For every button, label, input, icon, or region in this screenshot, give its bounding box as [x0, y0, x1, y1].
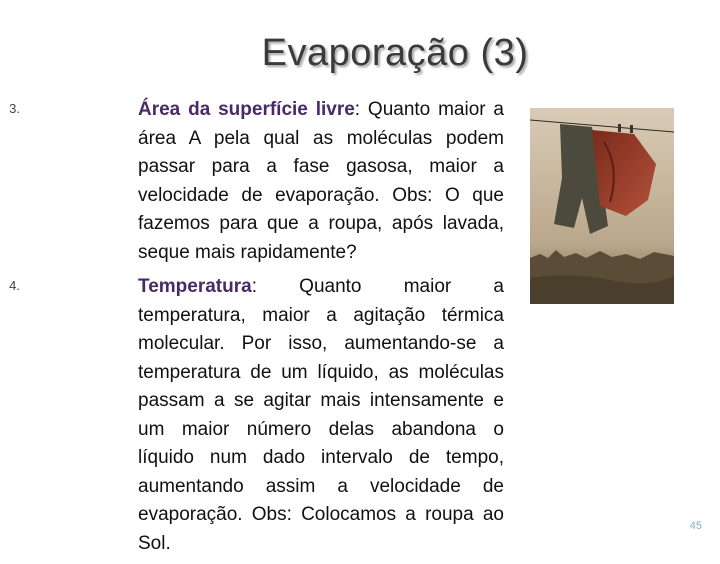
slide-title: Evaporação (3)	[261, 32, 529, 74]
item-keyword: Temperatura	[138, 276, 252, 297]
bullet-list	[9, 96, 504, 564]
list-item	[9, 273, 504, 558]
item-keyword: Área da superfície livre	[138, 99, 355, 120]
item-number: 3.	[9, 101, 20, 116]
item-body: : Quanto maior a área A pela qual as moléculas podem passar para a fase gasosa, maior a velocidade de evaporação. Obs: O que fazemos para que a roupa, após lavada, seque mais rapidamente?	[138, 99, 504, 263]
page-number: 45	[689, 520, 702, 532]
item-number: 4.	[9, 278, 20, 293]
item-body: : Quanto maior a temperatura, maior a agitação térmica molecular. Por isso, aumentando-se a temperatura de um líquido, as moléculas passam a se agitar mais intensamente e um maior número delas abandona o líquido num dado intervalo de tempo, aumentando assim a velocidade de evaporação. Obs: Colocamos a roupa ao Sol.	[138, 276, 504, 554]
clothesline-photo	[530, 108, 674, 304]
item-text	[138, 96, 504, 267]
list-item	[9, 96, 504, 267]
item-text	[138, 273, 504, 558]
clothes-drying-image	[530, 108, 674, 304]
